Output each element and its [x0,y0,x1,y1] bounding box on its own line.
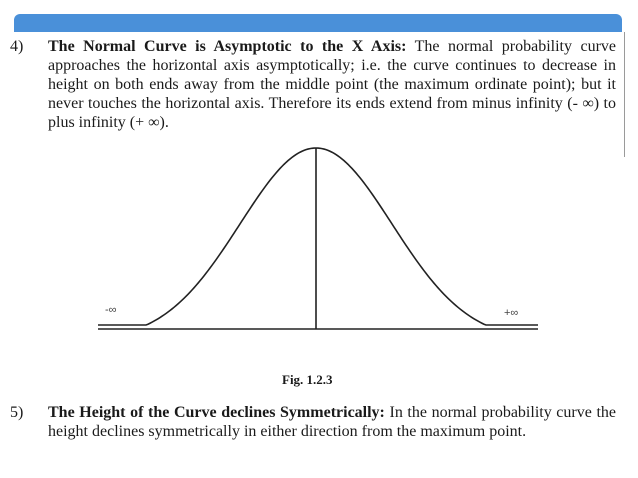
item-body: In the normal probability curve the height declines symmetrically in either direction from the maximum point. [48,404,616,440]
item-body: The normal probability curve approaches the horizontal axis asymptotically; i.e. the curve continues to decrease in height on both ends away from the middle point (the maximum ordinate point); but it never touches the horizontal axis. Therefore its ends extend from minus infinity (- ∞) to plus infinity (+ ∞). [48,38,617,131]
item-number: 4) [10,38,24,55]
figure-caption: Fig. 1.2.3 [282,372,333,387]
plus-infinity-label: +∞ [504,307,519,319]
minus-infinity-label: -∞ [105,304,117,316]
normal-curve [98,148,538,325]
item-heading: The Normal Curve is Asymptotic to the X Axis: [48,38,407,55]
item-number: 5) [10,404,24,421]
item-heading: The Height of the Curve declines Symmetrically: [48,404,385,421]
item-text [48,403,616,441]
list-item-5 [10,403,616,441]
